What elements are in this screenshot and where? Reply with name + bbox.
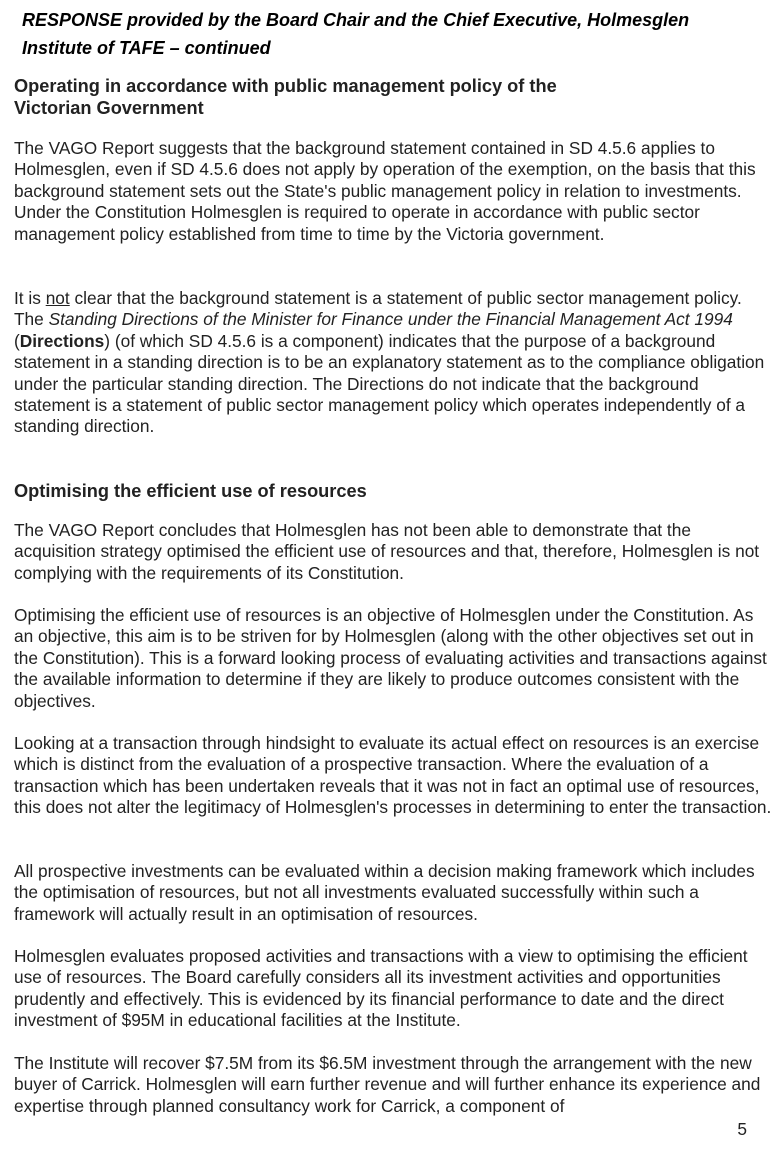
header-line-1: RESPONSE provided by the Board Chair and the Chief Executive, Holmesglen — [22, 10, 690, 30]
underlined-text: not — [45, 288, 70, 308]
paragraph — [14, 288, 774, 438]
paragraph: Looking at a transaction through hindsight to evaluate its actual effect on resources is an exercise which is distinct from the evaluation of a prospective transaction. Where the evaluation of a transaction which has been undertaken reveals that it was not in fact an optimal use of resources, this does not alter the legitimacy of Holmesglen's processes in determining to enter the transaction. — [14, 733, 772, 818]
bold-defined-term: Directions — [19, 330, 105, 351]
paragraph-text: ) (of which SD 4.5.6 is a component) indicates that the purpose of a background statement in a standing direction is to be an explanatory statement as to the compliance obligation under the particular standing direction. The Directions do not indicate that the background statement is a statement of public sector management policy which operates independently of a standing direction. — [14, 330, 765, 437]
paragraph: Holmesglen evaluates proposed activities and transactions with a view to optimising the efficient use of resources. The Board carefully considers all its investment activities and opportunities prudently and effectively. This is evidenced by its financial performance to date and the direct investment of $95M in educational facilities at the Institute. — [14, 946, 748, 1031]
paragraph-text: It is — [14, 288, 46, 308]
paragraph: The VAGO Report suggests that the background statement contained in SD 4.5.6 applies to Holmesglen, even if SD 4.5.6 does not apply by operation of the exemption, on the basis that this background statement sets out the State's public management policy in relation to investments. Under the Constitution Holmesglen is required to operate in accordance with public sector management policy established from time to time by the Victoria government. — [14, 138, 756, 244]
heading-line-2: Victorian Government — [14, 98, 204, 118]
paragraph: The Institute will recover $7.5M from its $6.5M investment through the arrangement with the new buyer of Carrick. Holmesglen will earn further revenue and will further enhance its experience and expertise through planned consultancy work for Carrick, a component of — [14, 1053, 761, 1116]
heading-line-1: Operating in accordance with public management policy of the — [14, 76, 557, 96]
paragraph-text: clear that the background statement is a statement of public sector management policy. The — [14, 288, 742, 330]
section-heading-public-management-policy — [14, 75, 754, 119]
page-header — [18, 6, 738, 62]
italic-title-text: Standing Directions of the Minister for Finance under the Financial Management Act 1994 — [48, 309, 733, 330]
section-heading-efficient-use: Optimising the efficient use of resources — [14, 481, 367, 501]
paragraph: The VAGO Report concludes that Holmesglen has not been able to demonstrate that the acquisition strategy optimised the efficient use of resources and that, therefore, Holmesglen is not complying with the requirements of its Constitution. — [14, 520, 760, 583]
header-line-2: Institute of TAFE – continued — [22, 38, 271, 58]
paragraph: All prospective investments can be evaluated within a decision making framework which includes the optimisation of resources, but not all investments evaluated successfully within such a framework will actually result in an optimisation of resources. — [14, 861, 755, 924]
paragraph: Optimising the efficient use of resources is an objective of Holmesglen under the Constitution. As an objective, this aim is to be striven for by Holmesglen (along with the other objectives set out in the Constitution). This is a forward looking process of evaluating activities and transactions against the available information to determine if they are likely to produce outcomes consistent with the objectives. — [14, 605, 767, 711]
paragraph-text: ( — [14, 330, 20, 351]
page-number: 5 — [737, 1119, 747, 1139]
